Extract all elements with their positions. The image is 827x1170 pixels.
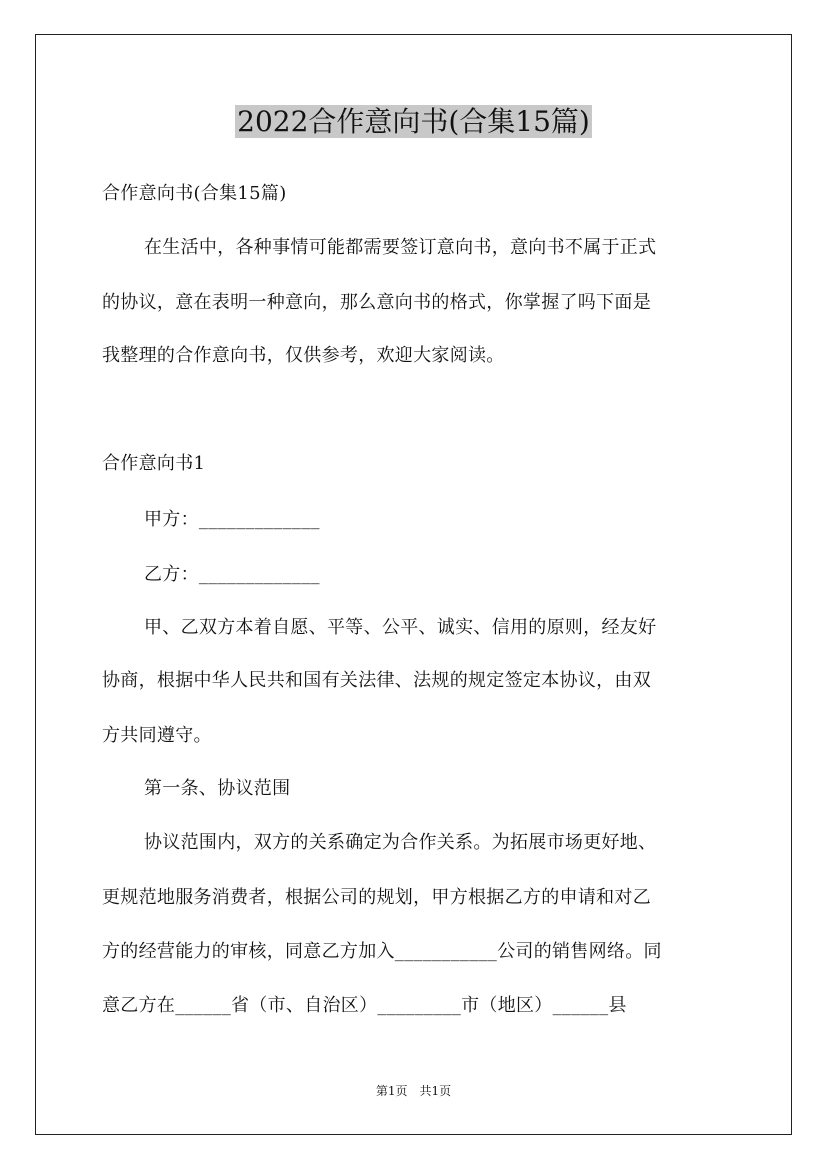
page-number-footer: 第1页 共1页 [375,1084,452,1098]
principle-line-2: 协商，根据中华人民共和国有关法律、法规的规定签定本协议，由双 [102,670,651,691]
document-title-text: 2022合作意向书(合集15篇) [237,105,590,138]
article-1-line-1: 协议范围内，双方的关系确定为合作关系。为拓展市场更好地、 [144,832,657,853]
document-title [0,102,827,142]
subtitle-line: 合作意向书(合集15篇) [102,183,287,204]
section-heading-1: 合作意向书1 [102,453,206,474]
party-b-line: 乙方：_____________ [144,564,320,585]
article-1-line-2: 更规范地服务消费者，根据公司的规划，甲方根据乙方的申请和对乙 [102,887,651,908]
principle-line-1: 甲、乙双方本着自愿、平等、公平、诚实、信用的原则，经友好 [144,617,657,638]
intro-line-2: 的协议，意在表明一种意向，那么意向书的格式，你掌握了吗下面是 [102,292,651,313]
intro-line-1: 在生活中，各种事情可能都需要签订意向书，意向书不属于正式 [144,237,657,258]
principle-line-3: 方共同遵守。 [102,725,212,746]
intro-line-3: 我整理的合作意向书，仅供参考，欢迎大家阅读。 [102,345,505,366]
party-a-line: 甲方：_____________ [144,509,320,530]
article-1-heading: 第一条、协议范围 [144,778,291,799]
article-1-line-4: 意乙方在______省（市、自治区）_________市（地区）______县 [102,995,627,1016]
article-1-line-3: 方的经营能力的审核，同意乙方加入___________公司的销售网络。同 [102,941,662,962]
